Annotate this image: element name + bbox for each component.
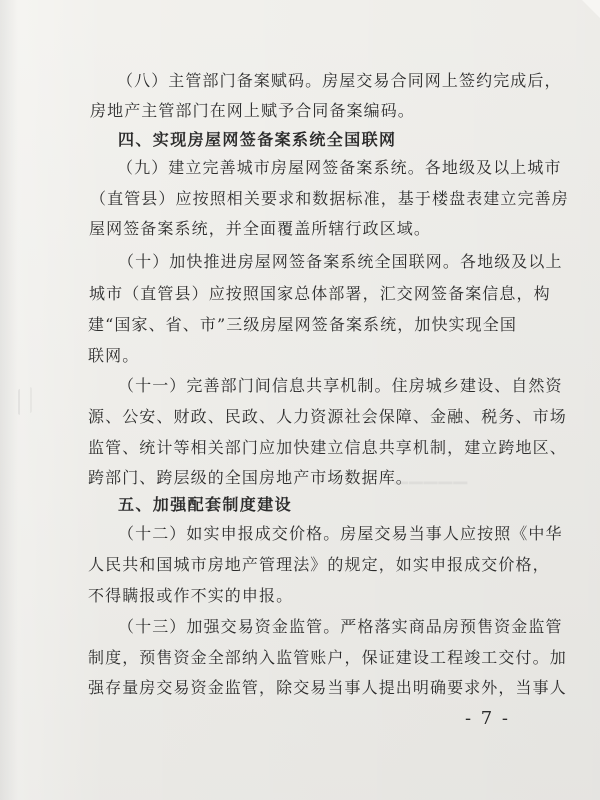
- document-line-16: （十二）如实申报成交价格。房屋交易当事人应按照《中华: [118, 524, 563, 543]
- document-line-17: 人民共和国城市房地产管理法》的规定，如实申报成交价格，: [88, 555, 550, 574]
- document-line-10: 联网。: [88, 346, 140, 365]
- document-line-6: 屋网签备案系统，并全面覆盖所辖行政区域。: [89, 219, 432, 238]
- page-corner: [582, 0, 600, 18]
- document-line-7: （十）加快推进房屋网签备案系统全国联网。各地级及以上: [118, 252, 563, 271]
- page-number: - 7 -: [464, 708, 510, 729]
- document-line-8: 城市（直管县）应按照国家总体部署，汇交网签备案信息，构: [89, 284, 551, 303]
- document-line-5: （直管县）应按照相关要求和数据标准，基于楼盘表建立完善房: [90, 189, 569, 208]
- document-line-19: （十三）加强交易资金监管。严格落实商品房预售资金监管: [118, 617, 563, 636]
- section-heading-5: 五、加强配套制度建设: [118, 495, 293, 514]
- document-line-21: 强存量房交易资金监管，除交易当事人提出明确要求外，当事人: [88, 678, 567, 697]
- show-through-mark: ▁▁▁▁▁: [394, 481, 469, 502]
- document-line-20: 制度，预售资金全部纳入监管账户，保证建设工程竣工交付。加: [88, 648, 567, 667]
- document-line-14: 跨部门、跨层级的全国房地产市场数据库。: [88, 468, 413, 487]
- document-line-12: 源、公安、财政、民政、人力资源社会保障、金融、税务、市场: [88, 407, 567, 426]
- document-line-13: 监管、统计等相关部门应加快建立信息共享机制，建立跨地区、: [88, 438, 567, 457]
- page-edge-shadow: [0, 0, 18, 800]
- document-line-9: 建“国家、省、市”三级房屋网签备案系统，加快实现全国: [88, 315, 517, 334]
- document-line-11: （十一）完善部门间信息共享机制。住房城乡建设、自然资: [118, 376, 563, 395]
- document-line-1: （八）主管部门备案赋码。房屋交易合同网上签约完成后，: [117, 71, 562, 90]
- document-line-2: 房地产主管部门在网上赋予合同备案编码。: [90, 101, 415, 120]
- page-fold-mark: [18, 387, 32, 415]
- section-heading-4: 四、实现房屋网签备案系统全国联网: [118, 130, 397, 149]
- document-line-18: 不得瞒报或作不实的申报。: [88, 586, 294, 605]
- document-line-4: （九）建立完善城市房屋网签备案系统。各地级及以上城市: [117, 158, 562, 177]
